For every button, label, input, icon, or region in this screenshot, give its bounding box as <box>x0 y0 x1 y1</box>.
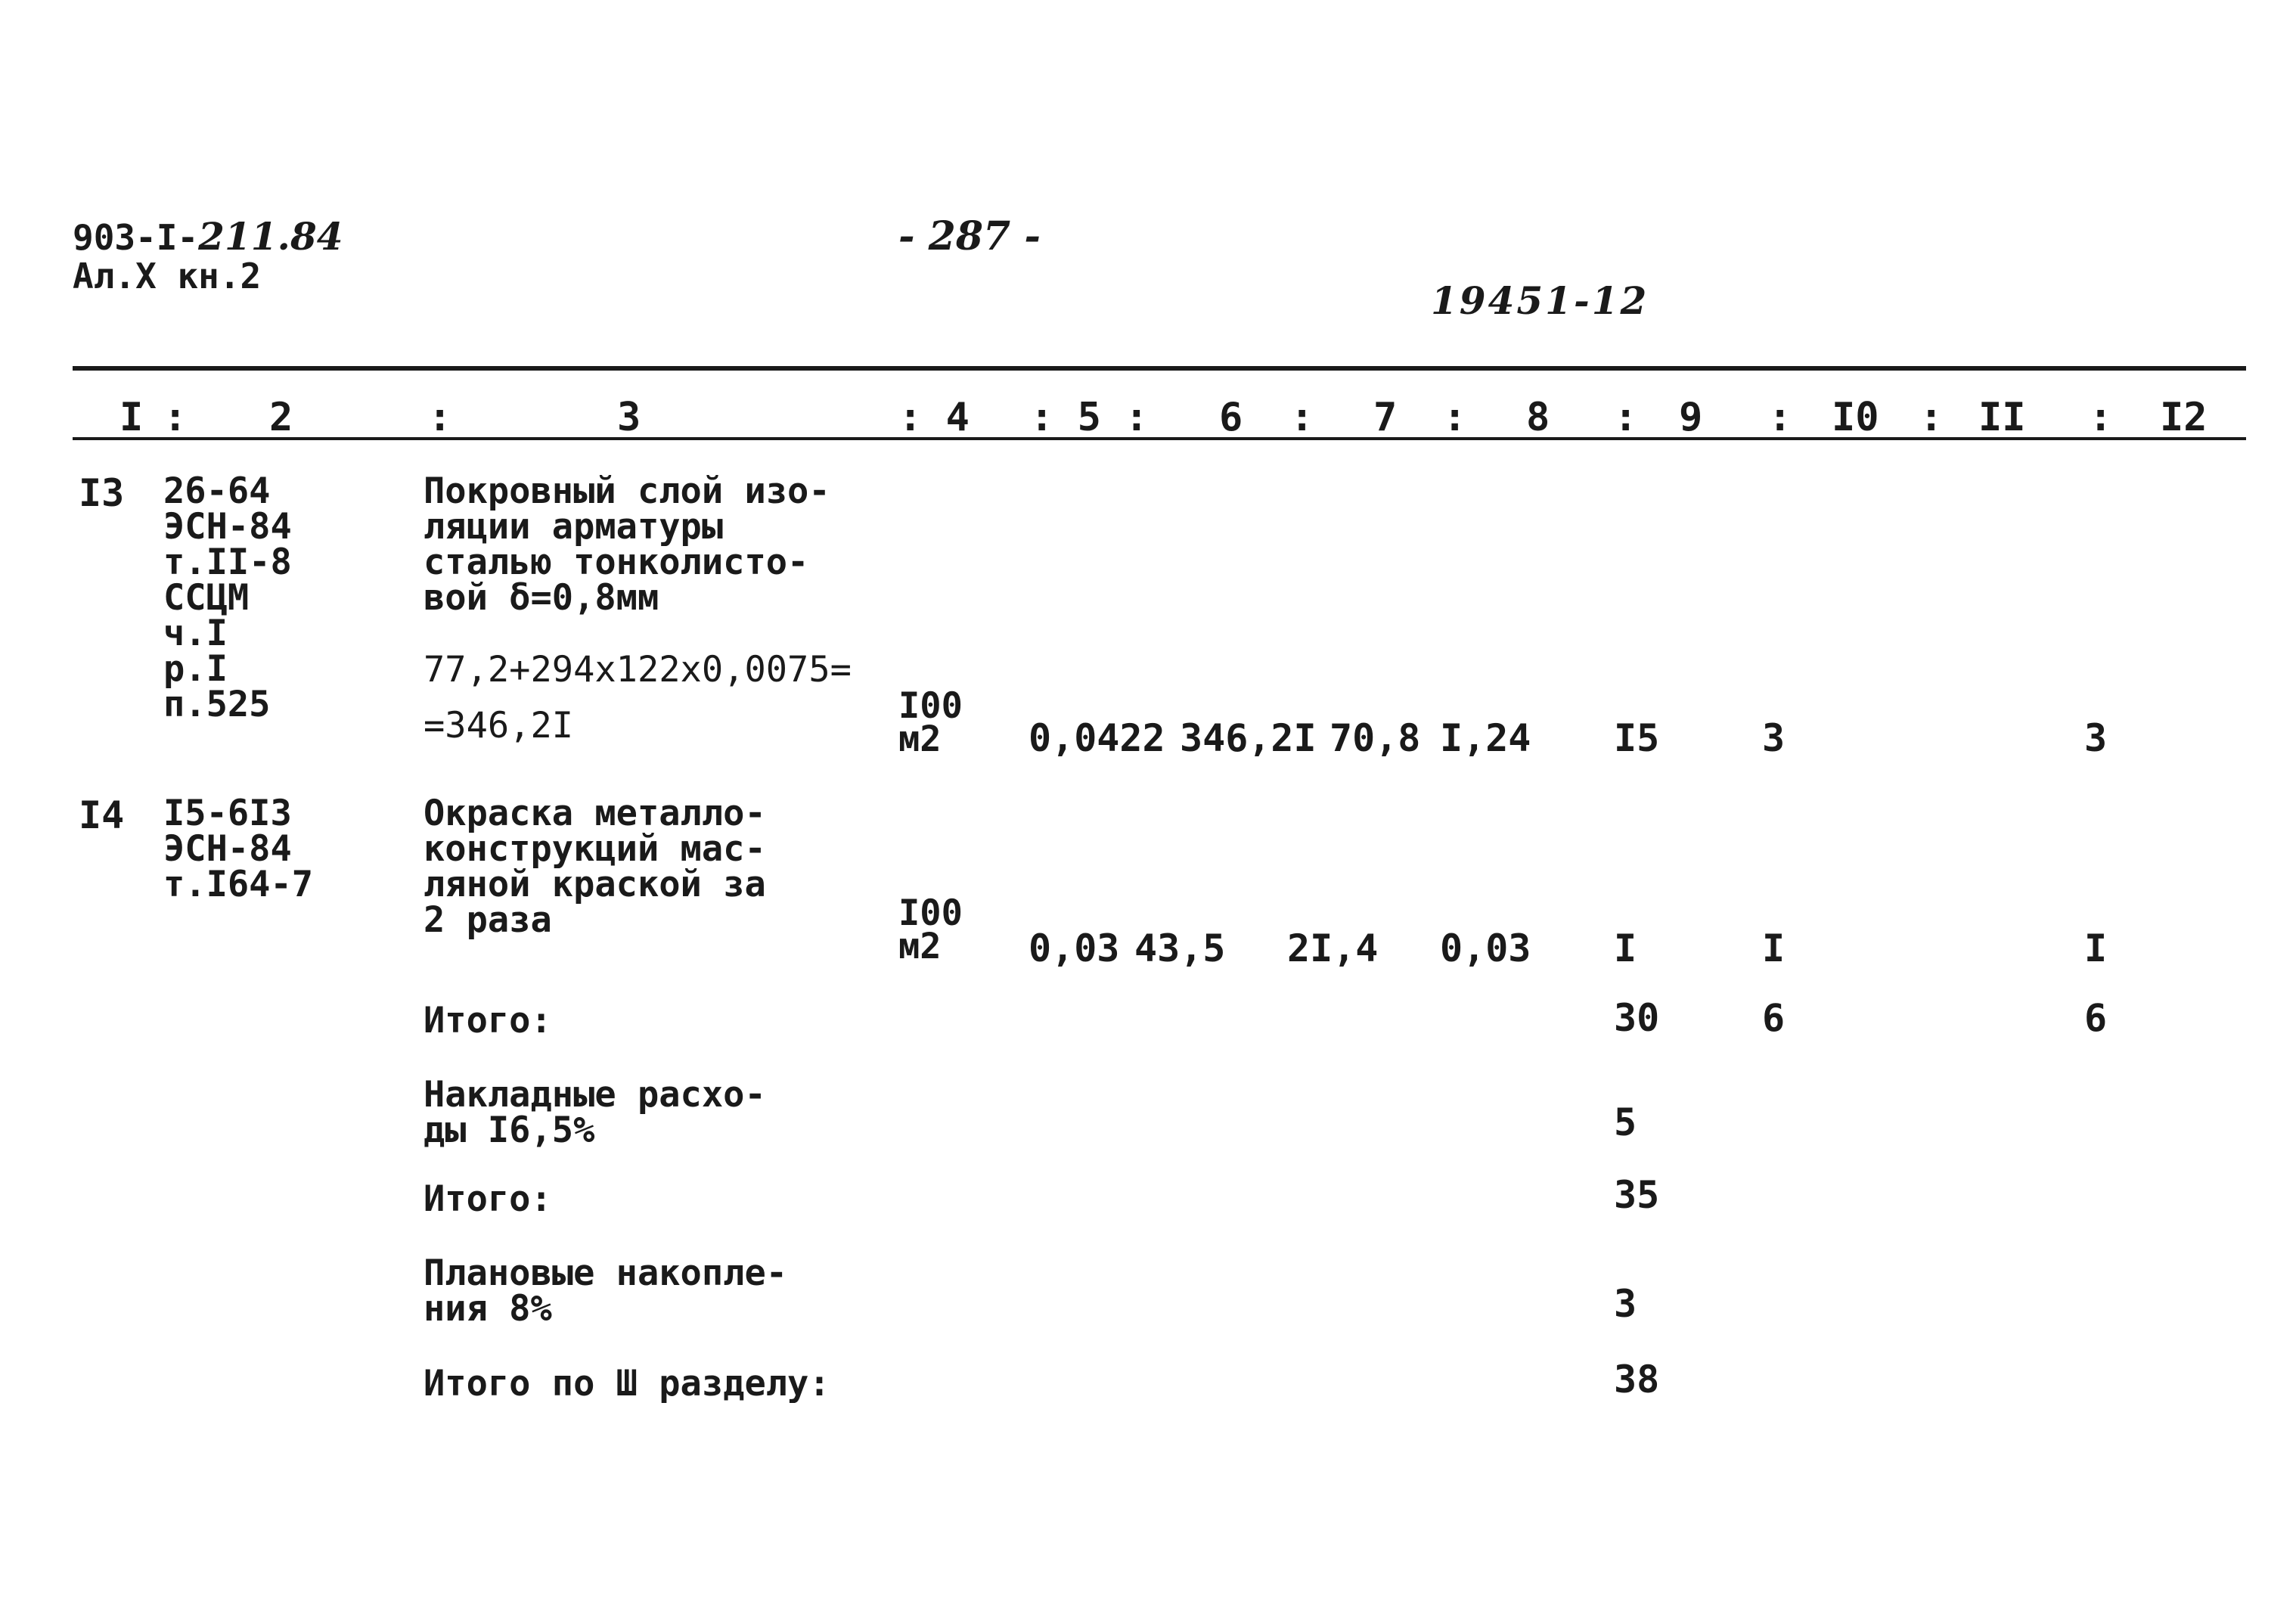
document-code-prefix: 903-I- <box>73 217 199 258</box>
row-number: I4 <box>79 793 125 837</box>
norm-code-line: ЭСН-84 <box>163 506 292 548</box>
column-header-10: I0 <box>1832 395 1879 440</box>
summary-label <box>424 1252 788 1330</box>
description-line: вой δ=0,8мм <box>424 577 659 619</box>
row-number: I3 <box>79 471 125 515</box>
column-header-4: : 4 <box>898 395 970 440</box>
quantity-formula-result: =346,2I <box>424 705 574 746</box>
quantity-formula: 77,2+294x122x0,0075= <box>424 649 852 691</box>
cell-col-9: 30 <box>1614 996 1660 1040</box>
summary-label-line: ния 8% <box>424 1288 552 1330</box>
unit-of-measure <box>898 685 963 760</box>
summary-label: Итого: <box>424 1000 552 1041</box>
column-header-2: 2 <box>269 395 293 440</box>
column-header-1: I <box>119 395 144 440</box>
cell-col-12: 6 <box>2084 996 2108 1040</box>
norm-code-line: п.525 <box>163 684 271 725</box>
page-number: - 287 - <box>898 213 1041 259</box>
column-separator: : <box>1443 395 1467 440</box>
column-header-8: 8 <box>1526 395 1550 440</box>
document-code-handwritten: 211.84 <box>198 214 343 259</box>
unit-of-measure <box>898 892 963 967</box>
norm-code-line: р.I <box>163 648 228 690</box>
summary-label <box>424 1074 766 1151</box>
norm-code-line: ССЦМ <box>163 577 250 619</box>
cell-col-9: I <box>1614 926 1637 970</box>
cell-col-10: 3 <box>1762 716 1786 760</box>
description-line: ляции арматуры <box>424 506 724 548</box>
cell-col-6: 346,2I <box>1180 716 1317 760</box>
column-header-7: 7 <box>1373 395 1398 440</box>
column-separator: : <box>163 395 188 440</box>
column-separator: : <box>1919 395 1944 440</box>
header-bottom-rule <box>73 437 2246 440</box>
column-header-5: : 5 : <box>1030 395 1149 440</box>
unit-line: I00 <box>898 892 963 934</box>
column-separator: : <box>1768 395 1792 440</box>
description-line: сталью тонколисто- <box>424 542 809 583</box>
cell-col-8: 0,03 <box>1440 926 1531 970</box>
document-code <box>73 214 343 259</box>
description-line: Покровный слой изо- <box>424 470 830 512</box>
norm-code-line: т.I64-7 <box>163 864 314 905</box>
description-line: ляной краской за <box>424 864 766 905</box>
norm-code-line: I5-6I3 <box>163 793 292 834</box>
norm-code-line: ч.I <box>163 613 228 654</box>
summary-label-line: Накладные расхо- <box>424 1074 766 1116</box>
cell-col-12: I <box>2084 926 2108 970</box>
description-line: 2 раза <box>424 899 552 941</box>
cell-col-10: I <box>1762 926 1786 970</box>
cell-col-8: I,24 <box>1440 716 1531 760</box>
norm-code-line: 26-64 <box>163 470 271 512</box>
column-separator: : <box>2089 395 2113 440</box>
cell-col-9: 38 <box>1614 1358 1660 1401</box>
summary-label: Итого по Ш разделу: <box>424 1363 830 1404</box>
summary-label-line: ды I6,5% <box>424 1110 595 1151</box>
description-line: Окраска металло- <box>424 793 766 834</box>
cell-col-9: 3 <box>1614 1282 1637 1326</box>
column-header-12: I2 <box>2160 395 2208 440</box>
cell-col-5: 0,03 <box>1029 926 1120 970</box>
archive-number: 19451-12 <box>1431 278 1649 323</box>
norm-code <box>163 793 314 905</box>
column-separator: : <box>1614 395 1638 440</box>
work-description <box>424 793 766 941</box>
column-header-9: 9 <box>1679 395 1703 440</box>
column-header-3: 3 <box>617 395 641 440</box>
norm-code-line: ЭСН-84 <box>163 828 292 870</box>
description-line: конструкций мас- <box>424 828 766 870</box>
unit-line: I00 <box>898 685 963 727</box>
column-header-11: II <box>1978 395 2026 440</box>
summary-label-line: Плановые накопле- <box>424 1252 788 1294</box>
unit-line: м2 <box>898 718 942 760</box>
cell-col-9: 35 <box>1614 1173 1660 1217</box>
cell-col-5: 0,0422 <box>1029 716 1165 760</box>
summary-label: Итого: <box>424 1178 552 1220</box>
cell-col-7: 70,8 <box>1330 716 1421 760</box>
cell-col-6: 43,5 <box>1134 926 1226 970</box>
column-separator: : <box>428 395 452 440</box>
unit-line: м2 <box>898 926 942 967</box>
cell-col-12: 3 <box>2084 716 2108 760</box>
work-description <box>424 470 830 619</box>
cell-col-9: 5 <box>1614 1100 1637 1144</box>
column-header-6: 6 <box>1219 395 1243 440</box>
cell-col-9: I5 <box>1614 716 1660 760</box>
cell-col-10: 6 <box>1762 996 1786 1040</box>
cell-col-7: 2I,4 <box>1287 926 1379 970</box>
album-label: Ал.X кн.2 <box>73 256 262 296</box>
table-top-rule <box>73 366 2246 371</box>
norm-code <box>163 470 292 725</box>
norm-code-line: т.II-8 <box>163 542 292 583</box>
column-separator: : <box>1290 395 1314 440</box>
